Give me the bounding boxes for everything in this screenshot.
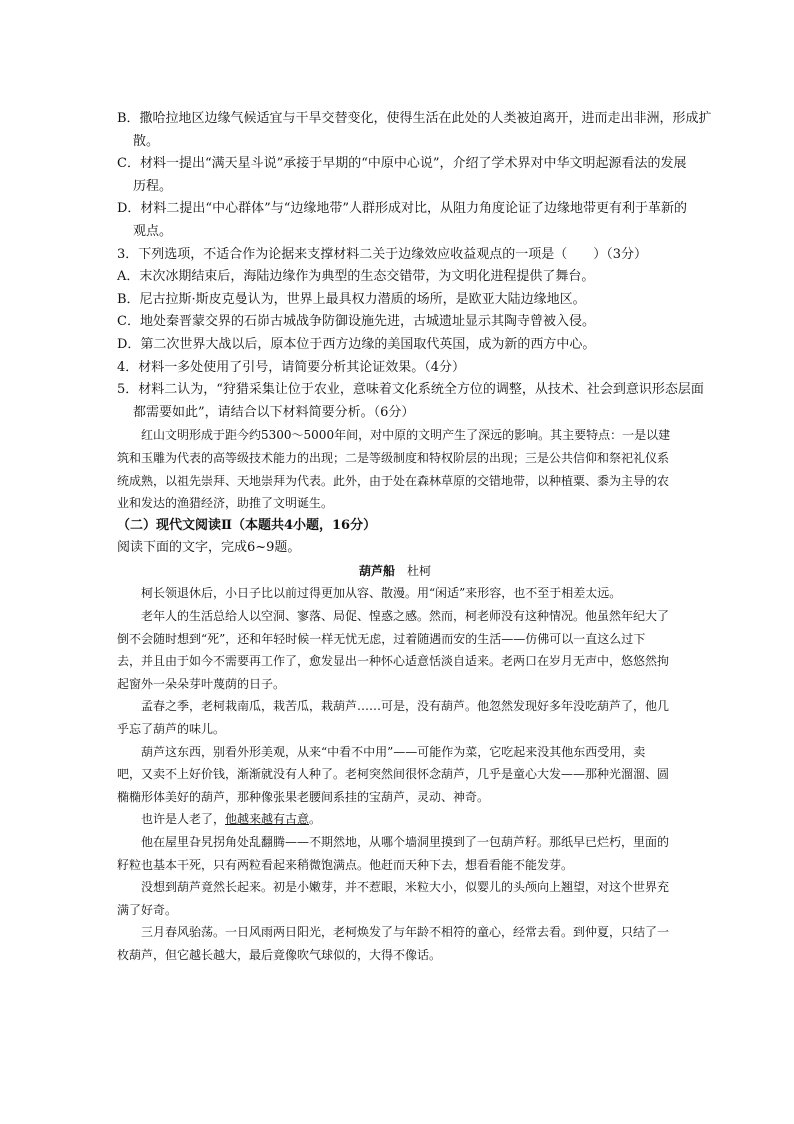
question-5-material-line3: 统成熟，以祖先崇拜、天地崇拜为代表。此外，由于处在森林草原的交错地带，以种植粟、黍为主导的农 bbox=[117, 473, 670, 488]
story-paragraph-2-line4: 起窗外一朵朵芽叶蔑荫的日子。 bbox=[117, 676, 286, 691]
question-3-stem: 3．下列选项，不适合作为论据来支撑材料二关于边缘效应收益观点的一项是（ ）（3分） bbox=[117, 246, 648, 262]
story-paragraph-3-line2: 乎忘了葫芦的味儿。 bbox=[117, 722, 226, 737]
question-5-line1: 5．材料二认为，“狩猎采集让位于农业，意味着文化系统全方位的调整，从技术、社会到意识形态层面 bbox=[117, 382, 704, 398]
story-paragraph-4-line2: 吧，又卖不上好价钱，渐渐就没有人种了。老柯突然间很怀念葫芦，几乎是童心大发——那种光溜溜、圆 bbox=[117, 767, 670, 782]
question-3-option-b: B．尼古拉斯·斯皮克曼认为，世界上最具权力潜质的场所，是欧亚大陆边缘地区。 bbox=[117, 291, 586, 307]
story-paragraph-5 bbox=[117, 808, 673, 831]
story-paragraph-8-line1: 三月春风骀荡。一日风雨两日阳光，老柯焕发了与年龄不相符的童心，经常去看。到仲夏，只结了一 bbox=[141, 925, 670, 940]
option-b-line2: 散。 bbox=[133, 133, 160, 149]
option-c-line2: 历程。 bbox=[133, 178, 173, 194]
story-author: 杜柯 bbox=[407, 563, 432, 578]
question-5-material-line4: 业和发达的渔猎经济，助推了文明诞生。 bbox=[117, 496, 334, 511]
story-paragraph-4-line1: 葫芦这东西，别看外形美观，从来“中看不中用”——可能作为菜，它吃起来没其他东西受用，卖 bbox=[141, 744, 646, 759]
question-3-option-d: D．第二次世界大战以后，原本位于西方边缘的美国取代英国，成为新的西方中心。 bbox=[117, 336, 596, 352]
story-paragraph-8-line2: 枚葫芦，但它越长越大，最后竟像吹气球似的，大得不像话。 bbox=[117, 947, 442, 962]
question-4: 4．材料一多处使用了引号，请简要分析其论证效果。（4分） bbox=[117, 359, 466, 375]
story-p5-pre: 也许是人老了， bbox=[141, 812, 226, 827]
option-d-line2: 观点。 bbox=[133, 223, 173, 239]
story-paragraph-4-line3: 椭椭形体美好的葫芦，那种像张果老腰间系挂的宝葫芦，灵动、神奇。 bbox=[117, 789, 490, 804]
question-3-option-a: A．末次冰期结束后，海陆边缘作为典型的生态交错带，为文明化进程提供了舞台。 bbox=[117, 269, 595, 285]
story-p5-post: 。 bbox=[309, 812, 322, 827]
question-5-material-line2: 筑和玉雕为代表的高等级技术能力的出现；二是等级制度和特权阶层的出现；三是公共信仰和祭祀礼仪系 bbox=[117, 450, 670, 465]
story-paragraph-1: 柯长领退休后，小日子比以前过得更加从容、散漫。用“闲适”来形容，也不至于相差太远。 bbox=[141, 586, 622, 601]
story-title: 葫芦船 bbox=[358, 563, 395, 578]
story-paragraph-6-line2: 籽粒也基本干死，只有两粒看起来稍微饱满点。他赶而天种下去，想看看能不能发芽。 bbox=[117, 857, 574, 872]
option-c-line1: C．材料一提出“满天星斗说”承接于早期的“中原中心说”，介绍了学术界对中华文明起源看法的发展 bbox=[117, 156, 687, 172]
question-5-material-line1: 红山文明形成于距今约5300～5000年间，对中原的文明产生了深远的影响。其主要特点：一是以建 bbox=[141, 428, 671, 443]
story-paragraph-3-line1: 孟春之季，老柯栽南瓜，栽苦瓜，栽葫芦……可是，没有葫芦。他忽然发现好多年没吃葫芦了，他几 bbox=[141, 699, 670, 714]
story-paragraph-2-line1: 老年人的生活总给人以空洞、寥落、局促、惶惑之感。然而，柯老师没有这种情况。他虽然年纪大了 bbox=[141, 609, 670, 624]
section-instruction: 阅读下面的文字，完成6~9题。 bbox=[117, 540, 301, 556]
story-paragraph-7-line2: 满了好奇。 bbox=[117, 902, 178, 917]
story-paragraph-2-line2: 倒不会随时想到“死”，还和年轻时候一样无忧无虑，过着随遇而安的生活——仿佛可以一直这么过下 bbox=[117, 631, 646, 646]
story-paragraph-6-line1: 他在屋里旮旯拐角处乱翻腾——不期然地，从哪个墙洞里摸到了一包葫芦籽。那纸早已烂朽，里面的 bbox=[141, 835, 670, 849]
section-heading: （二）现代文阅读Ⅱ（本题共4小题，16分） bbox=[117, 517, 377, 533]
option-d-line1: D．材料二提出“中心群体”与“边缘地带”人群形成对比，从阻力角度论证了边缘地带更有利于革新的 bbox=[117, 201, 688, 217]
story-paragraph-2-line3: 去，并且由于如今不需要再工作了，愈发显出一种怀心适意恬淡自适来。老两口在岁月无声中，悠悠然拘 bbox=[117, 654, 670, 669]
question-5-line2: 都需要如此”，请结合以下材料简要分析。（6分） bbox=[133, 404, 415, 420]
option-b-line1: B．撒哈拉地区边缘气候适宜与干旱交替变化，使得生活在此处的人类被迫离开，进而走出非洲，形成扩 bbox=[117, 111, 712, 126]
exam-page bbox=[117, 108, 712, 967]
underlined-sentence: 他越来越有古意 bbox=[225, 812, 310, 827]
story-title-row bbox=[117, 560, 673, 583]
story-paragraph-7-line1: 没想到葫芦竟然长起来。初是小嫩芽，并不惹眼，米粒大小，似婴儿的头颅向上翘望，对这个世界充 bbox=[141, 880, 670, 895]
question-3-option-c: C．地处秦晋蒙交界的石峁古城战争防御设施先进，古城遗址显示其陶寺曾被入侵。 bbox=[117, 314, 595, 330]
